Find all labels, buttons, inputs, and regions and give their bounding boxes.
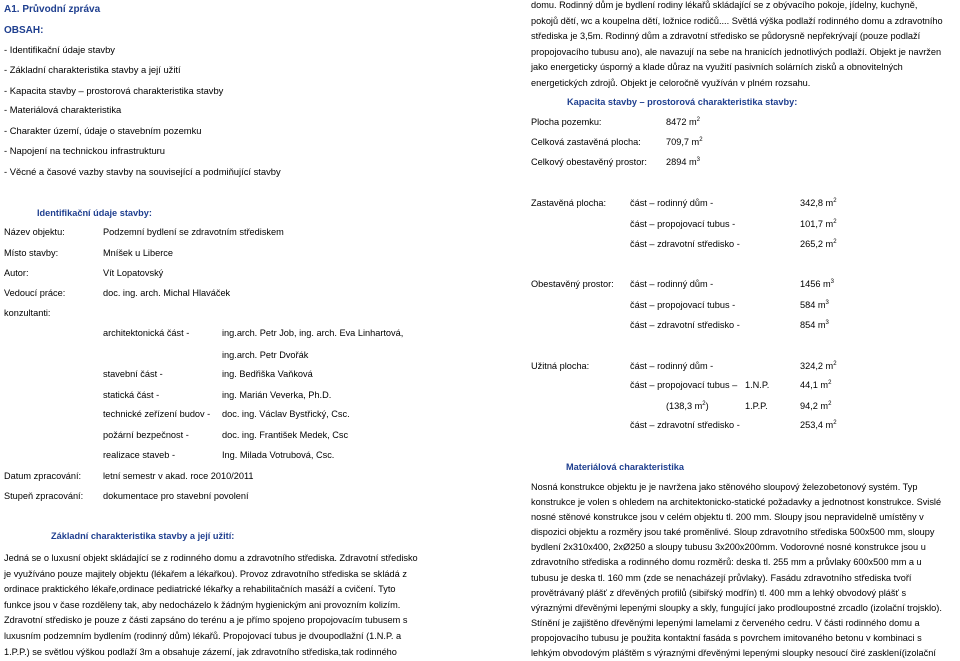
document-title: A1. Průvodní zpráva [4,4,101,15]
row-number: 1456 m [800,279,831,289]
consultant-name: Ing. Milada Votrubová, Csc. [222,450,335,460]
row-value [800,300,829,311]
paragraph-line: Jedná se o luxusní objekt skládající se z rodinného domu a zdravotního střediska. Zdravotní středisko [4,553,418,563]
unit-exponent: 3 [830,278,834,285]
row-value [800,239,837,250]
row-part: část – rodinný dům - [630,279,714,289]
unit-exponent: 2 [833,197,837,204]
usable-row-2-part: část – propojovací tubus – [630,380,738,390]
capacity-label: Plocha pozemku: [531,117,602,127]
unit-exponent: 3 [825,299,829,306]
row-part: část – propojovací tubus - [630,300,736,310]
location-value: Mníšek u Liberce [103,248,173,258]
row-value [800,279,834,290]
usable-area-label: Užitná plocha: [531,361,590,371]
toc-item: - Napojení na technickou infrastrukturu [4,145,166,156]
unit-exponent: 2 [699,136,703,143]
material-heading: Materiálová charakteristika [566,462,684,472]
paragraph-line: jako energeticky úsporný a klade důraz na využití pasivních solárních zisků a obnovitelných [531,62,903,73]
supervisor-label: Vedoucí práce: [4,288,66,298]
paragraph-line: zdravotního střediska a rodinného domu rozměrů: deska tl. 255 mm a průvlaky 600x500 mm a u [531,557,922,568]
consultant-role: statická část - [103,390,160,400]
continued-text [531,0,943,92]
capacity-number: 8472 m [666,117,697,127]
supervisor-value: doc. ing. arch. Michal Hlaváček [103,288,231,298]
paragraph-line: luxusním podzemním bydlením (rodinný dům) lékařů. Propojovací tubus je dvoupodlažní (1.N.P. a [4,630,402,641]
unit-exponent: 3 [825,319,829,326]
paragraph-line: lehkým obvodovým pláštěm s výraznými dřevěnými lepenými sloupky nesoucí čiré zasklení(izolační [531,648,936,659]
capacity-number: 2894 m [666,157,697,167]
capacity-value [666,137,703,148]
basic-characteristics-text [4,551,418,660]
row-number: 584 m [800,300,826,310]
row-value [800,219,837,230]
paragraph-line: 1.P.P.) se světlou výškou podlaží 3m a obsahuje zázemí, jak zdravotního střediska,tak rodinného [4,646,397,657]
date-value: letní semestr v akad. roce 2010/2011 [103,471,254,481]
consultant-name: ing. Marián Veverka, Ph.D. [222,390,332,400]
object-name-label: Název objektu: [4,227,65,237]
toc-item: - Základní charakteristika stavby a její užití [4,64,181,75]
consultant-name: ing.arch. Petr Job, ing. arch. Eva Linhartová, [222,328,404,338]
toc-item: - Identifikační údaje stavby [4,44,115,55]
toc-item: - Kapacita stavby – prostorová charakteristika stavby [4,85,224,96]
row-part: část – zdravotní středisko - [630,239,740,249]
paragraph-line: je využíváno pouze majitely objektu (lékařem a lékařkou). Provoz zdravotního střediska se skládá z [4,568,407,579]
paragraph-line: energetických zdrojů. Objekt je celoročně využíván v plném rozsahu. [531,77,811,88]
usable-row-3-part: (138,3 $m^2$) [666,400,709,411]
row-part: část – zdravotní středisko - [630,320,740,330]
row-number: 101,7 m [800,219,834,229]
toc-item: - Věcné a časové vazby stavby na související a podmiňující stavby [4,166,281,177]
paragraph-line: střediska je 3,5m. Rodinný dům a zdravotní středisko se půdorysně nepřekrývají (pouze podlaží [531,31,921,42]
consultant-name: doc. ing. Václav Bystřický, Csc. [222,409,350,419]
row-number: 854 m [800,320,826,330]
object-name-value: Podzemní bydlení se zdravotním střediskem [103,227,284,237]
capacity-number: 709,7 m [666,137,700,147]
usable-row-2-floor: 1.N.P. [745,380,770,390]
paragraph-line: výraznými dřevěnými lepenými sloupky a skly, fungující jako prodloupostné zrcadlo (izolační trojsklo). [531,602,942,613]
usable-row-3-floor: 1.P.P. [745,401,768,411]
row-part: část – rodinný dům - [630,198,714,208]
capacity-heading: Kapacita stavby – prostorová charakteristika stavby: [567,97,798,107]
consultant-role: technické zeřízení budov - [103,409,211,419]
paragraph-line: provětrávaný plášť z dřevěných profilů (sibiřský modřín) tl. 400 mm a lehký obvodový plášť s [531,587,907,598]
capacity-value [666,117,700,128]
author-label: Autor: [4,268,29,278]
location-label: Místo stavby: [4,248,59,258]
paragraph-line: propojovacího tubusu ano), ale navazují na sebe na hranicích jednotlivých podlaží. Objekt je navržen [531,46,942,57]
paragraph-line: konstrukce je volen s ohledem na architektonicko-statické požadavky a jednotnost konstrukce. Svislé [531,497,942,508]
consultant-name: doc. ing. František Medek, Csc [222,430,349,440]
consultant-role: stavební část - [103,369,163,379]
consultant-role: požární bezpečnost - [103,430,189,440]
built-volume-label: Obestavěný prostor: [531,279,614,289]
row-number: 342,8 m [800,198,834,208]
stage-value: dokumentace pro stavební povolení [103,491,249,501]
material-text [531,480,942,661]
toc-item: - Materiálová charakteristika [4,104,122,115]
paragraph-line: ordinace praktického lékaře,ordinace pediatrické lékařky a rehabilitačních masáží a cvičení. Tyto [4,584,396,595]
paragraph-line: dispozici objektu a rozměry jsou také proměnlivé. Sloup zdravotního střediska 500x500 mm, sloupy [531,527,935,538]
paragraph-line: pokojů dětí, wc a koupelna dětí, ložnice rodičů.... Světlá výška podlaží rodinného domu a zdravotního [531,15,943,26]
date-label: Datum zpracování: [4,471,82,481]
paragraph-line: Nosná konstrukce objektu je je navržena jako stěnového sloupový železobetonový systém. Typ [531,482,918,492]
paragraph-line: Zdravotní středisko je pouze z části zapsáno do terénu a je přímo spojeno propojovacím tubusem s [4,615,408,626]
paragraph-line: nosné stěnové konstrukce jsou v celém objektu tl. 200 mm. Sloupy jsou nepravidelně umístěny v [531,512,924,523]
unit-exponent: 3 [696,156,700,163]
built-area-label: Zastavěná plocha: [531,198,607,208]
usable-row-3-value: 94,2 $m^2$ [800,400,832,411]
usable-row-4-value: 253,4 $m^2$ [800,419,837,430]
consultant-role: realizace staveb - [103,450,176,460]
usable-row-2-value: 44,1 $m^2$ [800,379,832,390]
paragraph-line: tubusu je deska tl. 160 mm (zde se nenacházejí průvlaky). Fasádu zdravotního střediska tvoří [531,572,912,583]
row-value [800,320,829,331]
paragraph-line: funkce jsou v čase rozděleny tak, aby nedocházelo k žádným hygienickým ani provozním kolizím. [4,599,401,610]
consultants-label: konzultanti: [4,308,51,318]
usable-row-1-value: 324,2 $m^2$ [800,360,837,371]
paragraph-line: bydlení 2x310x400, 2xØ250 a sloupy tubusu 3x200x200mm. Vodorovné nosné konstrukce jsou u [531,542,926,553]
unit-exponent: 2 [696,116,700,123]
usable-row-1-part: část – rodinný dům - [630,361,714,371]
row-number: 265,2 m [800,239,834,249]
consultant-name: ing. Bedřiška Vaňková [222,369,313,379]
capacity-label: Celková zastavěná plocha: [531,137,641,147]
paragraph-line: propojovacího tubusu je použita kontaktní fasáda s povrchem imitovaného betonu v kombinaci s [531,632,922,643]
unit-exponent: 2 [833,218,837,225]
basic-characteristics-heading: Základní charakteristika stavby a její užití: [51,531,235,541]
stage-label: Stupeň zpracování: [4,491,84,501]
usable-row-4-part: část – zdravotní středisko - [630,420,740,430]
identification-heading: Identifikační údaje stavby: [37,208,152,218]
toc-item: - Charakter území, údaje o stavebním pozemku [4,125,202,136]
paragraph-line: domu. Rodinný dům je bydlení rodiny lékařů skládající se z obývacího pokoje, jídelny, kuchyně, [531,0,918,10]
row-value [800,198,837,209]
unit-exponent: 2 [833,238,837,245]
paragraph-line: Stínění je zajištěno dřevěnými lepenými lamelami z červeného cedru. V části rodinného domu a [531,617,920,628]
consultant-name: ing.arch. Petr Dvořák [222,350,309,360]
capacity-label: Celkový obestavěný prostor: [531,157,647,167]
contents-label: OBSAH: [4,25,44,36]
author-value: Vít Lopatovský [103,268,164,278]
capacity-value [666,157,700,168]
consultant-role: architektonická část - [103,328,190,338]
row-part: část – propojovací tubus - [630,219,736,229]
